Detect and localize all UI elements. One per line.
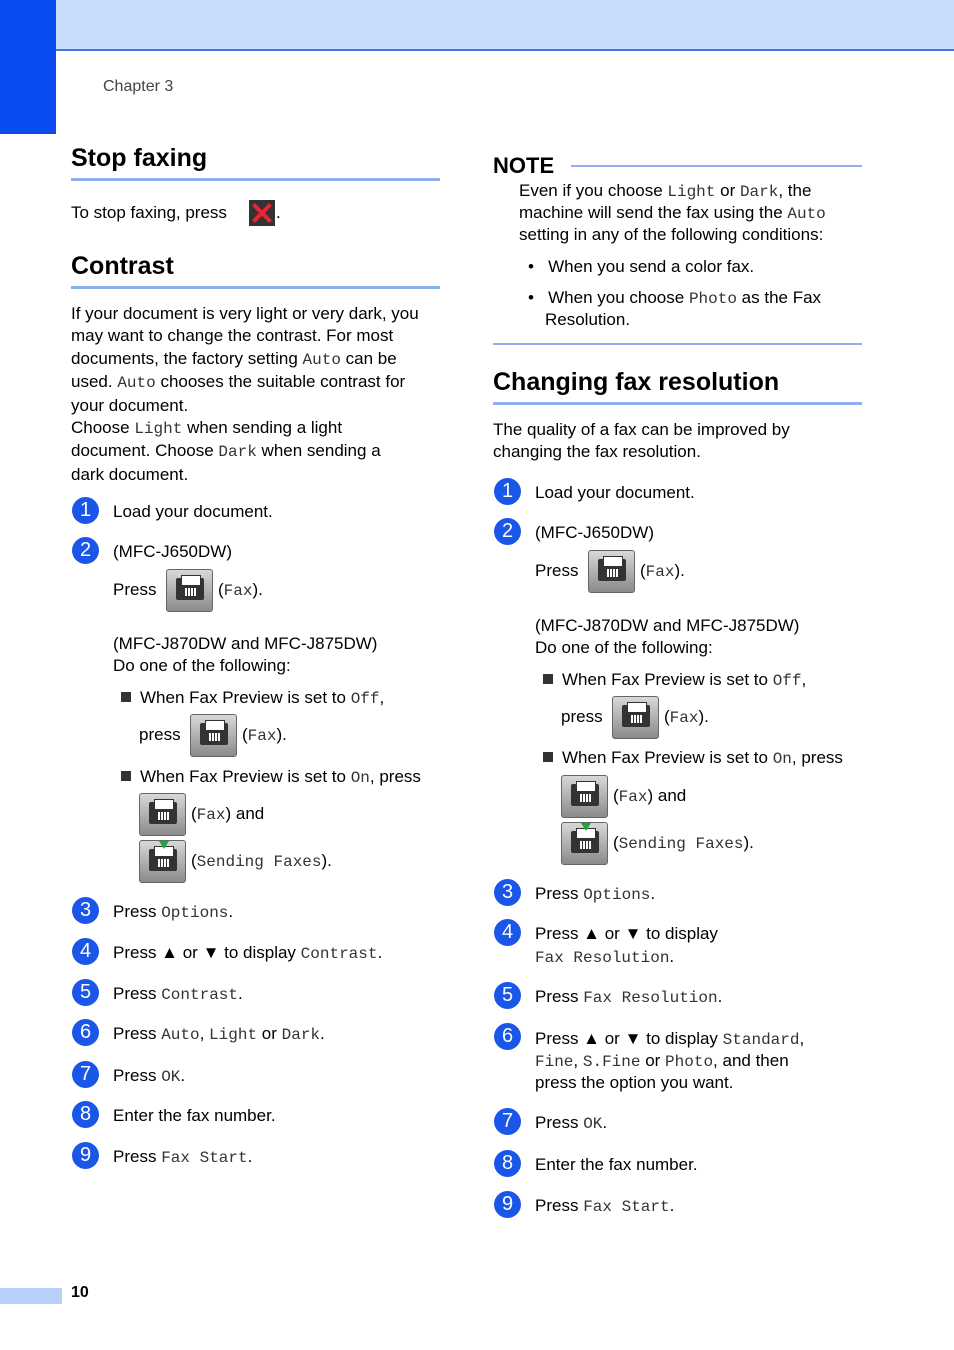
step-number-3: 3 <box>494 879 521 906</box>
contrast-line: If your document is very light or very dark, you <box>71 304 419 323</box>
changing-resolution-heading: Changing fax resolution <box>493 368 780 396</box>
note-bullet-1: • When you send a color fax. <box>528 257 755 276</box>
step-3-text: Press Options. <box>113 902 234 922</box>
stop-exit-icon <box>249 200 275 226</box>
stop-period: . <box>276 203 281 222</box>
contrast-line: document. Choose Dark when sending a <box>71 441 381 462</box>
step-number-2: 2 <box>494 518 521 545</box>
step-number-9: 9 <box>494 1191 521 1218</box>
step-6-line-1: Press ▲ or ▼ to display Standard, <box>535 1029 805 1049</box>
note-line-1: Even if you choose Light or Dark, the <box>519 181 812 201</box>
step-2-bullet-off: When Fax Preview is set to Off, <box>121 687 384 710</box>
contrast-line: Choose Light when sending a light <box>71 418 343 439</box>
step-7-text: Press OK. <box>113 1066 186 1086</box>
step-2-fax: (Fax). <box>640 561 685 581</box>
step-2-fax: (Fax). <box>218 580 263 600</box>
step-6-text: Press Auto, Light or Dark. <box>113 1024 325 1044</box>
step-2-model: (MFC-J650DW) <box>535 523 654 542</box>
heading-rule <box>71 178 440 181</box>
step-3-text: Press Options. <box>535 884 656 904</box>
step-7-text: Press OK. <box>535 1113 608 1133</box>
step-number-4: 4 <box>72 938 99 965</box>
contrast-line: may want to change the contrast. For most <box>71 326 394 346</box>
note-line-2: machine will send the fax using the Auto <box>519 203 826 223</box>
sending-faxes-icon <box>139 840 186 883</box>
step-2-press: Press <box>535 561 579 580</box>
step-number-8: 8 <box>72 1101 99 1128</box>
stop-faxing-text: To stop faxing, press <box>71 203 227 222</box>
contrast-paragraph <box>71 303 440 486</box>
step-number-1: 1 <box>494 478 521 505</box>
res-para-1: The quality of a fax can be improved by <box>493 420 790 439</box>
step-number-1: 1 <box>72 497 99 524</box>
step-number-7: 7 <box>72 1061 99 1088</box>
step-number-5: 5 <box>494 982 521 1009</box>
step-number-5: 5 <box>72 979 99 1006</box>
contrast-heading: Contrast <box>71 252 174 280</box>
note-bullet-2: • When you choose Photo as the Fax <box>528 288 822 308</box>
step-6-line-2: Fine, S.Fine or Photo, and then <box>535 1051 789 1071</box>
res-para-2: changing the fax resolution. <box>493 442 701 461</box>
fax-icon <box>588 550 635 593</box>
note-line-3: setting in any of the following conditions: <box>519 225 824 244</box>
step-1-text: Load your document. <box>113 502 273 521</box>
contrast-line: dark document. <box>71 464 189 484</box>
note-top-rule <box>571 165 862 167</box>
step-9-text: Press Fax Start. <box>535 1196 675 1216</box>
contrast-line: documents, the factory setting Auto can be <box>71 348 397 369</box>
step-2-sending: (Sending Faxes). <box>613 833 754 853</box>
step-2-do: Do one of the following: <box>113 656 291 675</box>
step-2-models2: (MFC-J870DW and MFC-J875DW) <box>535 616 800 635</box>
step-2-do: Do one of the following: <box>535 638 713 657</box>
fax-icon <box>139 793 186 836</box>
step-2-bullet-off: When Fax Preview is set to Off, <box>543 669 806 692</box>
note-bullet-2-cont: Resolution. <box>545 310 631 329</box>
fax-icon <box>612 696 659 739</box>
step-2-fax-and: (Fax) and <box>191 804 265 824</box>
step-2-bullet-on: When Fax Preview is set to On, press <box>543 747 843 770</box>
step-2-bullet-on: When Fax Preview is set to On, press <box>121 766 421 789</box>
header-band <box>0 0 954 51</box>
step-5-text: Press Fax Resolution. <box>535 987 723 1007</box>
page-number-bar <box>0 1288 62 1304</box>
step-8-text: Enter the fax number. <box>535 1155 698 1174</box>
chapter-label: Chapter 3 <box>103 78 174 95</box>
step-number-6: 6 <box>494 1023 521 1050</box>
stop-faxing-heading: Stop faxing <box>71 144 208 172</box>
step-number-7: 7 <box>494 1108 521 1135</box>
note-title: NOTE <box>493 153 555 178</box>
chapter-tab <box>0 0 56 134</box>
step-2-sending: (Sending Faxes). <box>191 851 332 871</box>
step-2-press-b1: press <box>139 725 181 744</box>
step-2-models2: (MFC-J870DW and MFC-J875DW) <box>113 634 378 653</box>
page-number: 10 <box>71 1284 89 1301</box>
step-number-2: 2 <box>72 537 99 564</box>
contrast-line: used. Auto chooses the suitable contrast for <box>71 372 406 393</box>
fax-icon <box>561 775 608 818</box>
step-4-text: Press ▲ or ▼ to display Contrast. <box>113 943 383 963</box>
step-2-press: Press <box>113 580 157 599</box>
step-2-fax-b1: (Fax). <box>242 725 287 745</box>
step-5-text: Press Contrast. <box>113 984 243 1004</box>
step-1-text: Load your document. <box>535 483 695 502</box>
step-number-3: 3 <box>72 897 99 924</box>
step-number-6: 6 <box>72 1019 99 1046</box>
step-2-fax-b1: (Fax). <box>664 707 709 727</box>
step-4-value: Fax Resolution. <box>535 947 675 967</box>
step-number-4: 4 <box>494 919 521 946</box>
step-4-text: Press ▲ or ▼ to display <box>535 924 718 943</box>
step-2-fax-and: (Fax) and <box>613 786 687 806</box>
heading-rule <box>71 286 440 289</box>
step-2-press-b1: press <box>561 707 603 726</box>
fax-icon <box>166 569 213 612</box>
step-9-text: Press Fax Start. <box>113 1147 253 1167</box>
step-number-9: 9 <box>72 1142 99 1169</box>
note-bottom-rule <box>493 343 862 345</box>
step-6-line-3: press the option you want. <box>535 1073 734 1092</box>
contrast-line: your document. <box>71 395 189 415</box>
step-2-model: (MFC-J650DW) <box>113 542 232 561</box>
sending-faxes-icon <box>561 822 608 865</box>
heading-rule <box>493 402 862 405</box>
fax-icon <box>190 714 237 757</box>
step-number-8: 8 <box>494 1150 521 1177</box>
step-8-text: Enter the fax number. <box>113 1106 276 1125</box>
